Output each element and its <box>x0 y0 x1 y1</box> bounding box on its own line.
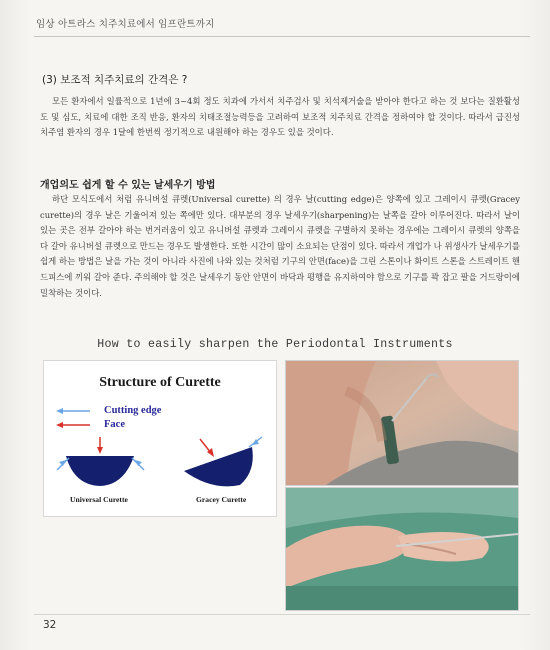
section-heading: (3) 보조적 치주치료의 간격은 ? <box>42 74 188 86</box>
gracey-curette-caption: Gracey Curette <box>196 495 247 504</box>
holding-photo-graphic <box>286 488 518 610</box>
diagram-title: Structure of Curette <box>99 375 221 390</box>
right-hand <box>398 532 489 562</box>
cutting-edge-legend-arrowhead <box>56 408 63 414</box>
holding-instrument-photo <box>285 487 519 611</box>
legend-face-label: Face <box>104 419 125 430</box>
face-legend-arrowhead <box>56 422 63 428</box>
legend-cutting-edge-label: Cutting edge <box>104 405 162 416</box>
sharpening-photo-graphic <box>286 361 518 485</box>
gown-bottom-fold <box>286 586 518 610</box>
page-number: 32 <box>43 619 57 631</box>
sharpening-close-up-photo <box>285 360 519 486</box>
header-divider <box>34 36 530 37</box>
figure-heading: How to easily sharpen the Periodontal Instruments <box>97 338 453 351</box>
running-head: 임상 아트라스 치주치료에서 임프란트까지 <box>36 19 215 30</box>
universal-curette-caption: Universal Curette <box>70 495 128 504</box>
section-paragraph: 모든 환자에서 일률적으로 1년에 3~4회 정도 치과에 가서서 치주검사 및 치석제거술을 받아야 한다고 하는 것 보다는 질환활성도 및 심도, 치료에 대한 조직 반응, 환자의 치태조절능력등을 고려하여 보조적 치주치료 간격을 정하여야 할 것이다. 따라서 급진성 치주염 환자의 경우 1달에 한번씩 정기적으로 내원해야 하는 경우도 있을 것이다. <box>40 96 520 138</box>
subsection-heading: 개업의도 쉽게 할 수 있는 날세우기 방법 <box>40 180 216 191</box>
subsection-paragraph: 하단 모식도에서 처럼 유니버설 큐렛(Universal curette) 의 경우 날(cutting edge)은 양쪽에 있고 그레이시 큐렛(Gracey curette)의 경우 날은 기울어져 있는 쪽에만 있다. 대부분의 경우 날세우기(sharpening)는 날쪽을 갈아 이루어진다. 따라서 날이 있는 곳은 전부 갈아야 하는 번거러움이 있고 유니버설 큐렛과 그레이시 큐렛을 구별하지 못하는 경우에는 그레이시 큐렛의 양쪽을 다 갈아 유니버설 큐렛으로 만드는 경우도 발생한다. 또한 시간이 많이 소요되는 단점이 있다. 따라서 개업가 나 위생사가 날세우기를 쉽게 하는 방법은 날을 가는 것이 아니라 사진에 나와 있는 것처럼 기구의 안면(face)을 그린 스톤이나 화이트 스톤을 스트레이트 핸드피스에 끼워 갈아 준다. 주의해야 할 것은 날세우기 동안 안면이 바닥과 평행을 유지하여야 함으로 기구를 꽉 잡고 팔을 거드랑이에 밀착하는 것이다. <box>40 194 520 298</box>
universal-face-arrowhead <box>97 447 103 454</box>
footer-divider <box>34 614 530 615</box>
universal-curette-shape <box>66 456 134 486</box>
curette-structure-diagram <box>43 360 277 517</box>
gracey-curette-shape <box>184 447 253 486</box>
